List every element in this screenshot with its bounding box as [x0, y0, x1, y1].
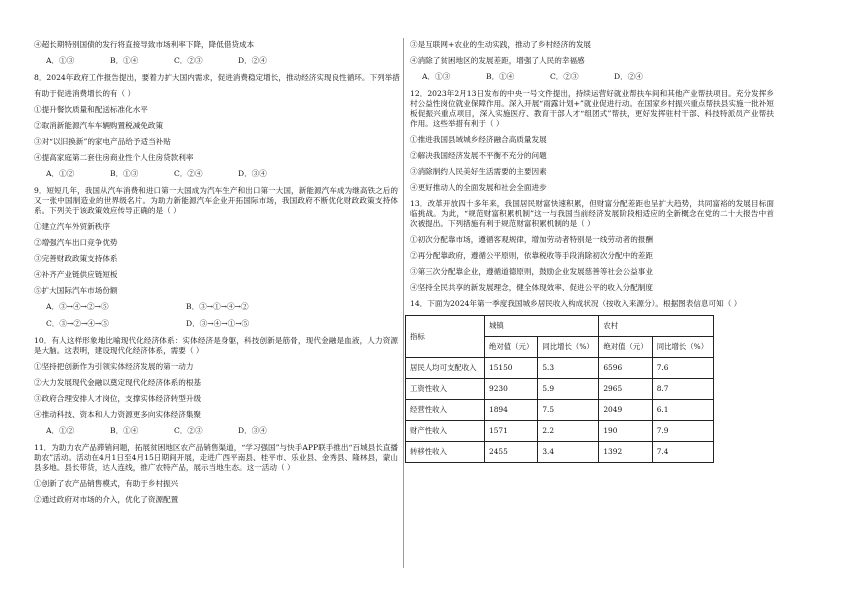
option-statement: ①提升餐饮质量和配送标准化水平 [34, 105, 148, 114]
option-c: C．②③ [550, 72, 579, 81]
table-header-cell: 农村 [599, 316, 713, 337]
table-cell: 5.9 [538, 379, 599, 400]
table-cell: 5.3 [538, 358, 599, 379]
table-cell: 7.6 [652, 358, 713, 379]
option-a: A．①② [46, 169, 75, 178]
question-13-stem: 13．改革开放四十多年来，我国居民财富快速积累，但财富分配差距也呈扩大趋势，共同富裕的发展目标面临挑战。为此，“规范财富积累机制”这一与我国当前经济发展阶段相适应的全新概念在党的二十大报告中首次被提出。下列措施有利于规范财富积累机制的是（ ） [410, 199, 774, 228]
question-12-stem: 12．2023年2月13日发布的中央一号文件提出，持续运营好就业帮扶车间和其他产业帮扶项目。充分发挥乡村公益性岗位就业保障作用。深入开展“雨露计划+”就业促进行动。在国家乡村振兴重点帮扶县实施一批补短板促振兴重点项目，深入实施医疗、教育干部人才“组团式”帮扶，更好发挥驻村干部、科技特派员产业帮扶作用。这些举措有利于（ ） [410, 89, 774, 128]
question-8-stem: 8．2024年政府工作报告提出，要着力扩大国内需求，促进消费稳定增长，推动经济实现良性循环。下列举措 [34, 73, 400, 82]
option-d: D．③④ [238, 426, 267, 435]
option-statement: ④消除了贫困地区的发展差距，增强了人民的幸福感 [410, 56, 585, 65]
question-9-stem: 9．短短几年，我国从汽车消费和进口第一大国成为汽车生产和出口第一大国，新能源汽车成为继高铁之后的又一张中国制造业的世界级名片。为助力新能源汽车企业开拓国际市场，我国政府不断优化财政政策支持体系。下列关于该政策效应传导正确的是（ ） [34, 186, 398, 215]
table-cell: 2049 [599, 400, 652, 421]
option-statement: ①初次分配靠市场，遵循客观规律，增加劳动者特别是一线劳动者的报酬 [410, 235, 653, 244]
option-statement: ②取消新能源汽车车辆购置税减免政策 [34, 121, 164, 130]
option-statement: ④推动科技、资本和人力资源更多向实体经济集聚 [34, 410, 202, 419]
option-d: D．②④ [238, 56, 267, 65]
option-d: D．③④ [238, 169, 267, 178]
question-11-stem: 11．为助力农产品滞销问题，拓展贫困地区农产品销售渠道，“学习强国”与快手APP联手推出“百城县长直播助农”活动。活动在4月1日至4月15日期间开展，走进广西平南县、桂平市、乐业县、金秀县、隆林县，蒙山县多地。县长带货，达人连线，推广农特产品，展示当地生态。这一活动（ ） [34, 443, 398, 472]
option-statement: ③政府合理安排人才岗位，支撑实体经济转型升级 [34, 394, 202, 403]
option-b: B．①④ [486, 72, 515, 81]
column-divider [403, 38, 404, 568]
table-cell: 1571 [485, 421, 538, 442]
left-column [34, 40, 398, 511]
option-statement: ③第三次分配靠企业，遵循道德原则，鼓励企业发展慈善等社会公益事业 [410, 267, 653, 276]
table-cell: 8.7 [652, 379, 713, 400]
option-c: C．③→②→④→⑤ [46, 319, 109, 328]
table-cell: 7.9 [652, 421, 713, 442]
option-statement: ④超长期特别国债的发行将直接导致市场利率下降，降低借贷成本 [34, 40, 255, 49]
table-cell: 2455 [485, 442, 538, 463]
option-b: B．①④ [110, 426, 139, 435]
option-statement: ⑤扩大国际汽车市场份额 [34, 286, 118, 295]
table-cell: 居民人均可支配收入 [406, 358, 485, 379]
option-statement: ③对“以旧换新”的家电产品给予适当补贴 [34, 137, 171, 146]
income-table [405, 315, 714, 463]
table-header-cell: 指标 [406, 316, 485, 358]
right-column [410, 40, 774, 463]
option-statement: ③完善财政政策支持体系 [34, 254, 118, 263]
option-statement: ①坚持把创新作为引领实体经济发展的第一动力 [34, 362, 194, 371]
option-b: B．①④ [110, 56, 139, 65]
option-statement: ②再分配靠政府，遵循公平原则，依靠税收等手段消除初次分配中的差距 [410, 251, 653, 260]
answer-options [46, 426, 398, 436]
option-statement: ②通过政府对市场的介入，优化了资源配置 [34, 495, 179, 504]
option-statement: ④更好推动人的全面发展和社会全面进步 [410, 183, 547, 192]
table-cell: 1392 [599, 442, 652, 463]
table-cell: 2.2 [538, 421, 599, 442]
table-cell: 190 [599, 421, 652, 442]
option-b: B．①③ [110, 169, 139, 178]
option-c: C．②③ [174, 426, 203, 435]
option-statement: ①创新了农产品销售模式，有助于乡村振兴 [34, 479, 179, 488]
option-statement: ②解决我国经济发展不平衡不充分的问题 [410, 151, 547, 160]
option-a: A．①② [46, 426, 75, 435]
answer-options [46, 169, 398, 179]
table-row [406, 400, 714, 421]
table-header-cell: 同比增长（%） [538, 337, 599, 358]
option-statement: ④补齐产业链供应链短板 [34, 270, 118, 279]
table-cell: 3.4 [538, 442, 599, 463]
option-statement: ②大力发展现代金融以奠定现代化经济体系的根基 [34, 378, 202, 387]
table-header-row [406, 316, 714, 337]
answer-options [46, 56, 398, 66]
table-cell: 6.1 [652, 400, 713, 421]
option-statement: ④提高家庭第二套住房商业性个人住房贷款利率 [34, 153, 194, 162]
answer-options [46, 302, 398, 312]
table-cell: 15150 [485, 358, 538, 379]
question-14-stem: 14．下面为2024年第一季度我国城乡居民收入构成状况（按收入来源分）。根据图表信息可知（ ） [410, 299, 742, 308]
option-statement: ②增强汽车出口竞争优势 [34, 238, 118, 247]
table-header-cell: 绝对值（元） [599, 337, 652, 358]
table-row [406, 421, 714, 442]
option-d: D．③→④→①→⑤ [186, 319, 250, 328]
table-row [406, 358, 714, 379]
question-10-stem: 10．有人这样形象地比喻现代化经济体系：实体经济是身躯，科技创新是筋骨，现代金融是血液，人力资源是大脑。这表明，建设现代化经济体系，需要（ ） [34, 336, 398, 355]
table-cell: 7.4 [652, 442, 713, 463]
answer-options [46, 319, 398, 329]
table-header-cell: 同比增长（%） [652, 337, 713, 358]
table-row [406, 379, 714, 400]
table-header-cell: 城镇 [485, 316, 599, 337]
table-cell: 7.5 [538, 400, 599, 421]
option-b: B．③→①→④→② [186, 302, 249, 311]
option-statement: ①建立汽车外贸新秩序 [34, 222, 110, 231]
answer-options [422, 72, 774, 82]
table-row [406, 442, 714, 463]
table-cell: 工资性收入 [406, 379, 485, 400]
option-statement: ③消除制约人民美好生活需要的主要因素 [410, 167, 547, 176]
table-cell: 2965 [599, 379, 652, 400]
option-statement: ④坚持全民共享的新发展理念，健全体现效率、促进公平的收入分配制度 [410, 283, 653, 292]
option-a: A．③→④→②→⑤ [46, 302, 109, 311]
question-8-stem-cont: 有助于促进消费增长的有（ ） [34, 89, 136, 98]
table-cell: 9230 [485, 379, 538, 400]
option-c: C．②④ [174, 169, 203, 178]
table-cell: 转移性收入 [406, 442, 485, 463]
option-c: C．②③ [174, 56, 203, 65]
table-cell: 6596 [599, 358, 652, 379]
table-cell: 1894 [485, 400, 538, 421]
option-statement: ③是互联网+农业的生动实践，推动了乡村经济的发展 [410, 40, 592, 49]
option-a: A．①③ [422, 72, 451, 81]
option-statement: ①推进我国县域城乡经济融合高质量发展 [410, 135, 547, 144]
table-cell: 财产性收入 [406, 421, 485, 442]
table-cell: 经营性收入 [406, 400, 485, 421]
table-header-cell: 绝对值（元） [485, 337, 538, 358]
option-a: A．①③ [46, 56, 75, 65]
option-d: D．②④ [614, 72, 643, 81]
